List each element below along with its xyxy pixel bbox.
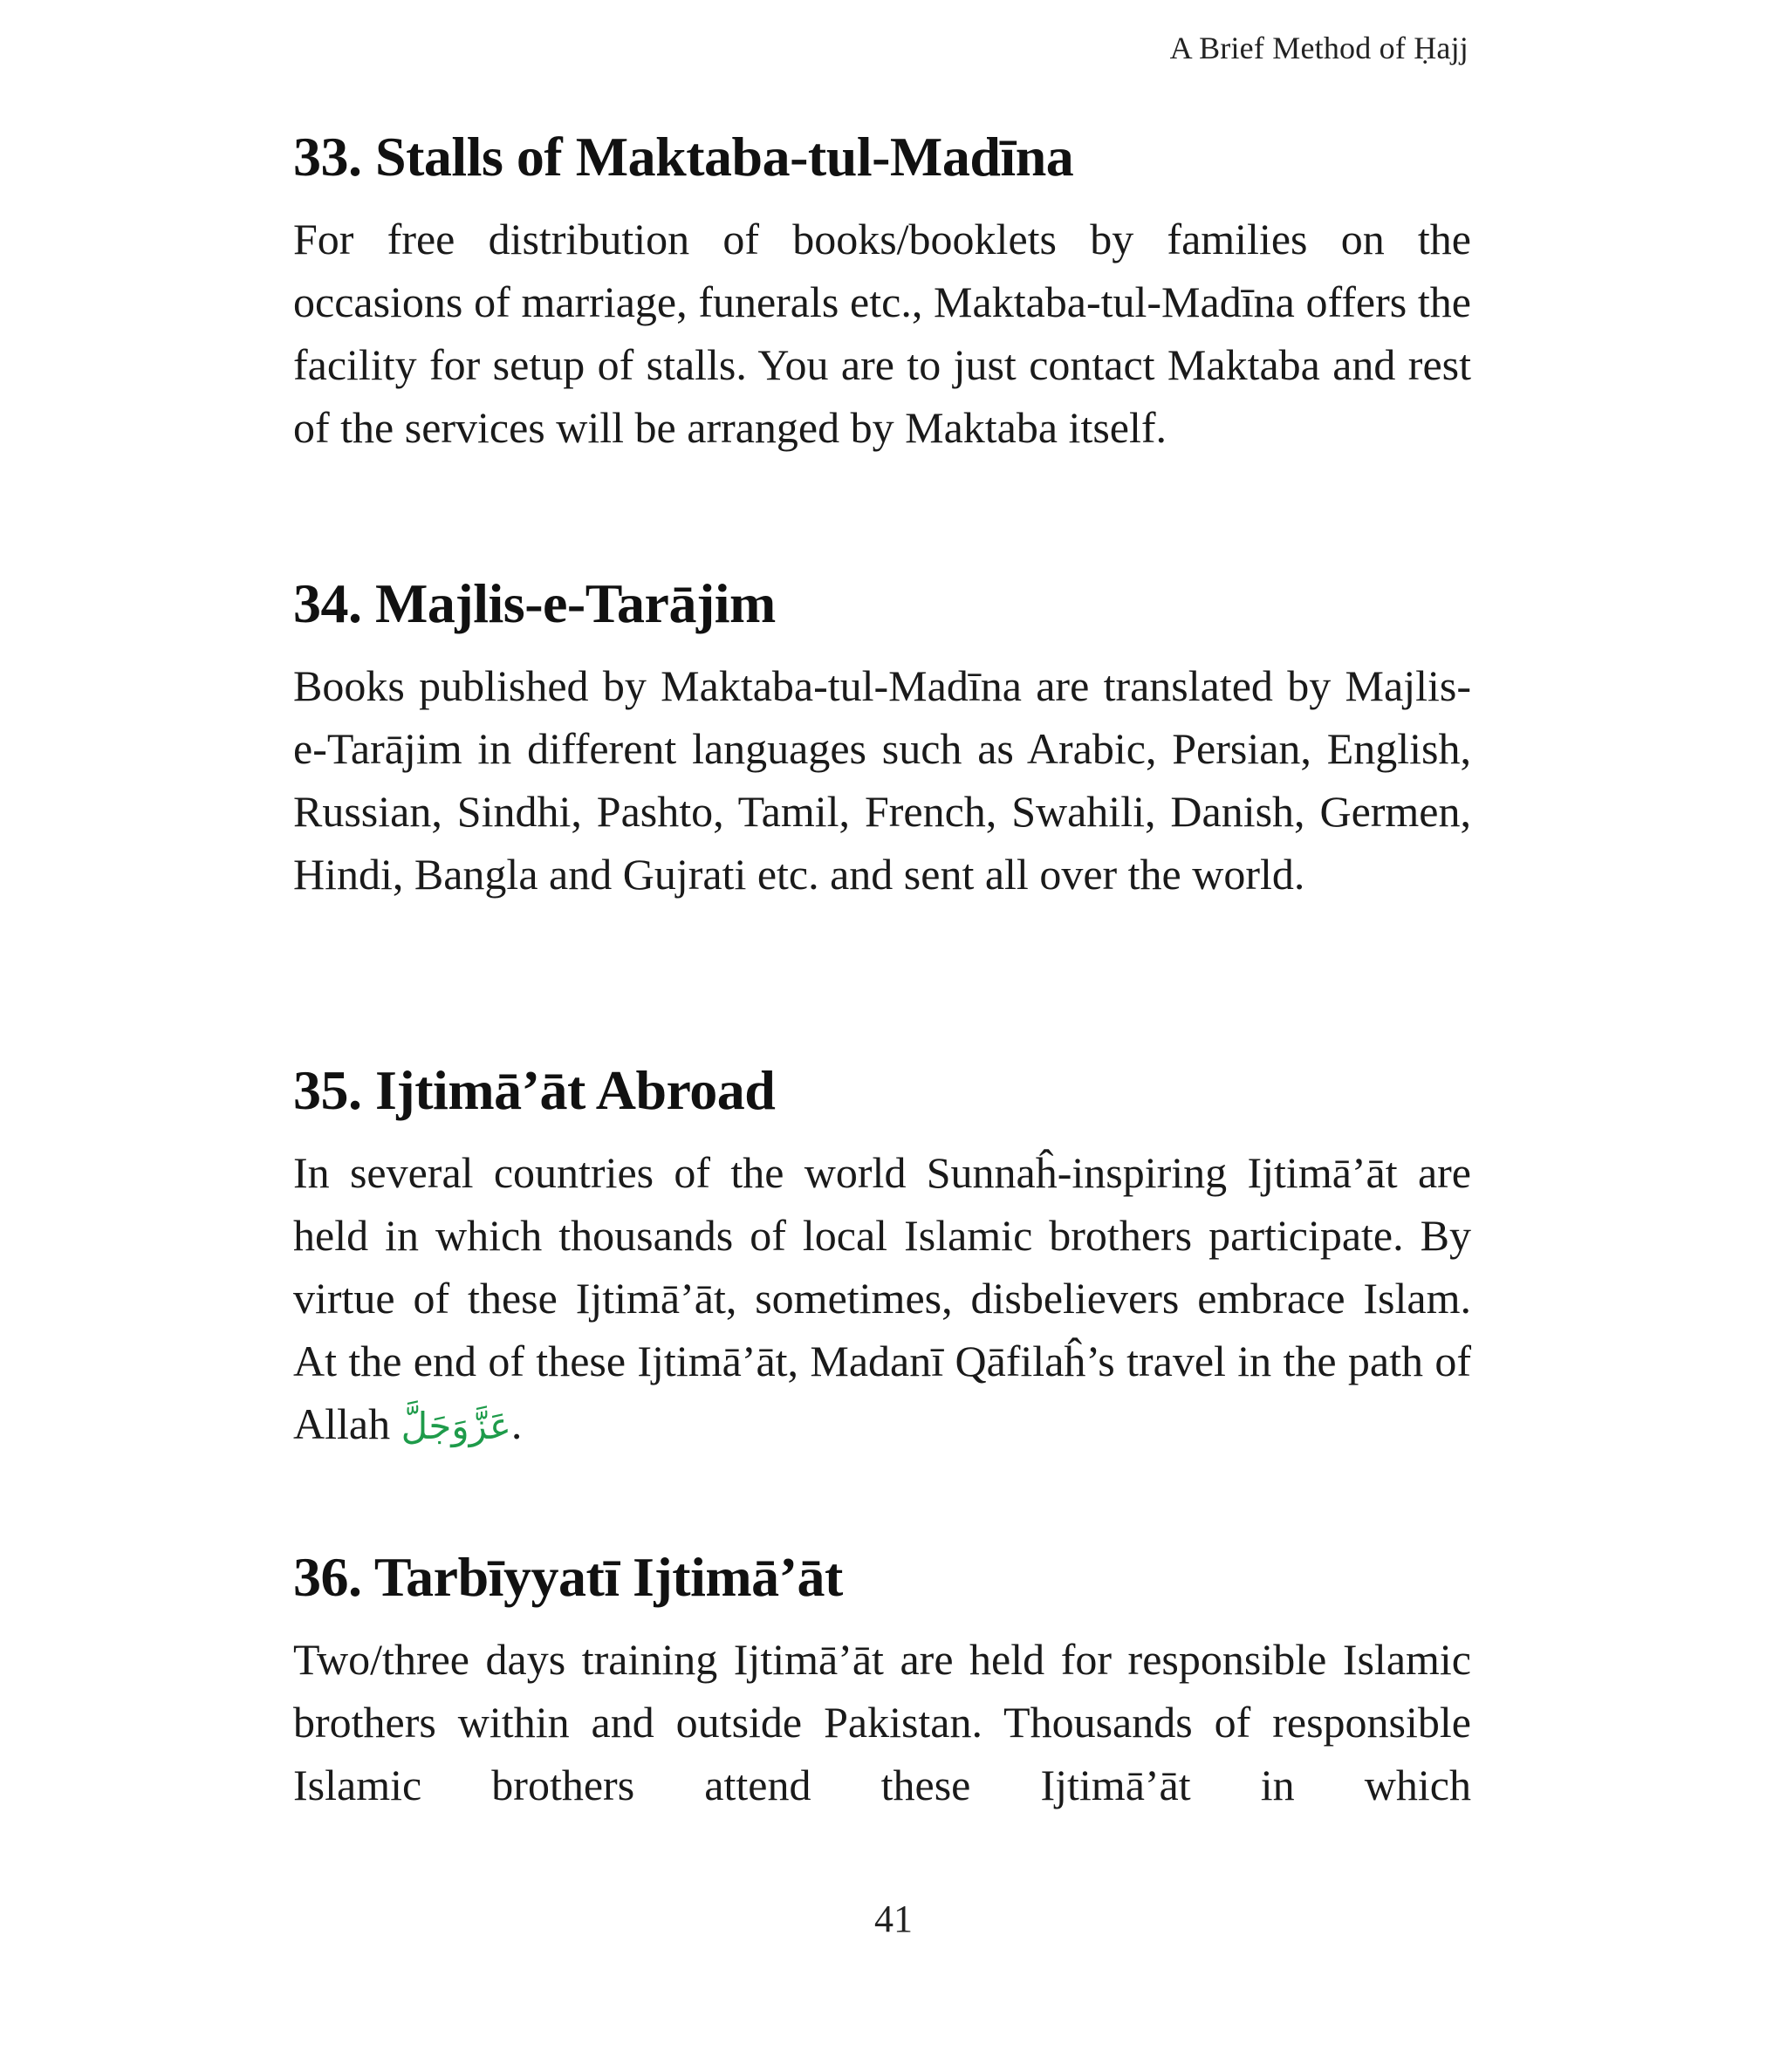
sentence-end: . bbox=[510, 1399, 523, 1448]
section-title: 36. Tarbīyyatī Ijtimā’āt bbox=[293, 1546, 843, 1608]
section-title: 35. Ijtimā’āt Abroad bbox=[293, 1059, 776, 1121]
section-body-text: In several countries of the world Sunnaĥ-inspiring Ijtimā’āt are held in which thousands of local Islamic brothers participate. By virtue of these Ijtimā’āt, sometimes, disbelievers embrace Islam. At the end of these Ijtimā’āt, Madanī Qāfilaĥ’s travel in the path of Allah bbox=[293, 1148, 1471, 1448]
section-title: 34. Majlis-e-Tarājim bbox=[293, 572, 776, 634]
section-35 bbox=[293, 1056, 1471, 1458]
arabic-honorific: عَزَّوَجَلَّ bbox=[401, 1405, 511, 1447]
section-title: 33. Stalls of Maktaba-tul-Madīna bbox=[293, 126, 1074, 188]
section-36 bbox=[293, 1542, 1471, 1816]
running-header: A Brief Method of Ḥajj bbox=[1169, 31, 1469, 65]
section-body: For free distribution of books/booklets by families on the occasions of marriage, funerals etc., Maktaba-tul-Madīna offers the facility for setup of stalls. You are to just contact Maktaba and rest of the services will be arranged by Maktaba itself. bbox=[293, 215, 1471, 452]
section-body: Two/three days training Ijtimā’āt are held for responsible Islamic brothers within and outside Pakistan. Thousands of responsible Islamic brothers attend these Ijtimā’āt in which bbox=[293, 1635, 1471, 1809]
section-33 bbox=[293, 122, 1471, 459]
page-number: 41 bbox=[874, 1898, 913, 1940]
section-body: Books published by Maktaba-tul-Madīna are translated by Majlis-e-Tarājim in different languages such as Arabic, Persian, English, Russian, Sindhi, Pashto, Tamil, French, Swahili, Danish, Germen, Hindi, Bangla and Gujrati etc. and sent all over the world. bbox=[293, 661, 1471, 899]
section-body bbox=[293, 1141, 1471, 1458]
section-34 bbox=[293, 569, 1471, 906]
